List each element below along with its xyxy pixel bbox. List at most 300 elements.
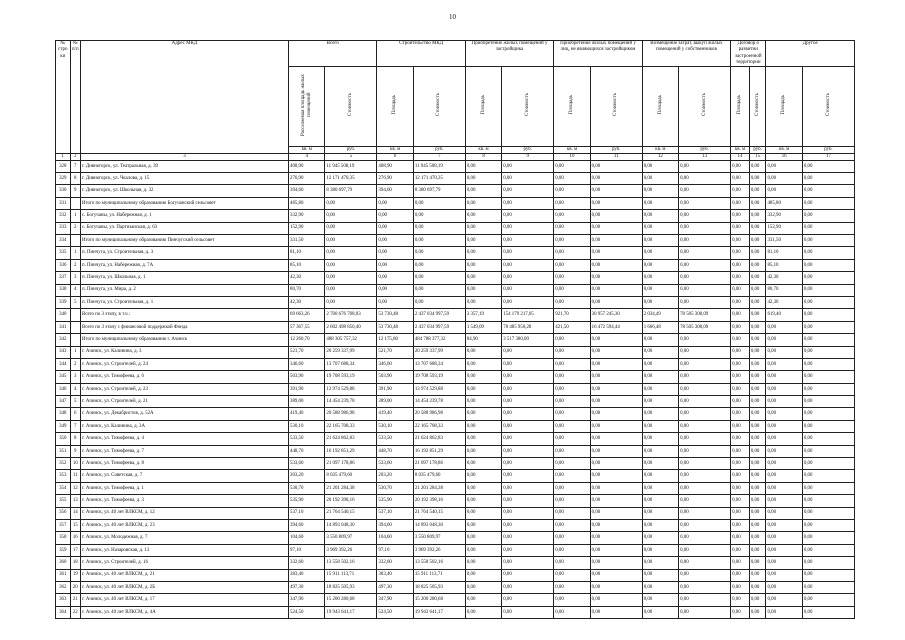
value-cell: 78 505 308,09 <box>679 321 731 333</box>
value-cell: 14 893 048,30 <box>325 519 377 531</box>
table-row <box>56 296 855 308</box>
row-number-cell: 350 <box>56 433 71 445</box>
address-cell: г. Ачинск, ул. 40 лет ВЛКСМ, д. 12 <box>80 507 288 519</box>
value-cell: 0,00 <box>731 210 750 222</box>
column-number-cell: 13 <box>679 153 731 160</box>
value-cell: 53 730,48 <box>377 321 413 333</box>
value-cell: 81,10 <box>766 247 802 259</box>
table-row <box>56 396 855 408</box>
item-number-cell: 7 <box>70 420 80 432</box>
value-cell: 0,00 <box>413 210 465 222</box>
value-cell: 0,00 <box>802 222 854 234</box>
value-cell: 0,00 <box>465 222 501 234</box>
value-cell: 0,00 <box>679 272 731 284</box>
table-row <box>56 272 855 284</box>
value-cell: 0,00 <box>554 284 590 296</box>
value-cell: 0,00 <box>642 606 678 618</box>
address-cell: г. Ачинск, ул. 40 лет ВЛКСМ, д. 2Б <box>80 581 288 593</box>
value-cell: 276,90 <box>289 173 325 185</box>
value-cell: 524,50 <box>289 606 325 618</box>
value-cell: 0,00 <box>377 234 413 246</box>
value-cell: 0,00 <box>766 321 802 333</box>
value-cell: 0,00 <box>642 185 678 197</box>
value-cell: 0,00 <box>749 433 766 445</box>
value-cell: 521,70 <box>377 346 413 358</box>
value-cell: 0,00 <box>766 495 802 507</box>
value-cell: 0,00 <box>377 210 413 222</box>
value-cell: 0,00 <box>679 458 731 470</box>
value-cell: 0,00 <box>413 259 465 271</box>
value-cell: 389,00 <box>289 396 325 408</box>
value-cell: 0,00 <box>377 222 413 234</box>
value-cell: 0,00 <box>642 408 678 420</box>
value-cell: 0,00 <box>802 445 854 457</box>
address-cell: г. Дивногорск, ул. Театральная, д. 39 <box>80 160 288 172</box>
value-cell: 85,10 <box>289 259 325 271</box>
value-cell: 0,00 <box>502 197 554 209</box>
value-cell: 0,00 <box>802 334 854 346</box>
value-cell: 0,00 <box>802 396 854 408</box>
value-cell: 12 175,80 <box>377 334 413 346</box>
table-row <box>56 433 855 445</box>
value-cell: 0,00 <box>502 470 554 482</box>
column-number-cell: 11 <box>590 153 642 160</box>
row-number-cell: 334 <box>56 234 71 246</box>
column-number-cell: 14 <box>731 153 750 160</box>
address-cell: п. Пинчуга, ул. Строительная, д. 1 <box>80 296 288 308</box>
value-cell: 8 035 479,60 <box>413 470 465 482</box>
table-row <box>56 259 855 271</box>
value-cell: 530,70 <box>289 482 325 494</box>
row-number-cell: 351 <box>56 445 71 457</box>
value-cell: 0,00 <box>413 284 465 296</box>
value-cell: 0,00 <box>377 259 413 271</box>
value-cell: 0,00 <box>749 445 766 457</box>
value-cell: 0,00 <box>465 396 501 408</box>
value-cell: 0,00 <box>554 296 590 308</box>
value-cell: 20 259 337,99 <box>325 346 377 358</box>
table-row <box>56 284 855 296</box>
item-number-cell: 20 <box>70 581 80 593</box>
value-cell: 70 485 950,28 <box>502 321 554 333</box>
value-cell: 530,70 <box>377 482 413 494</box>
value-cell: 503,90 <box>377 371 413 383</box>
table-row <box>56 594 855 606</box>
value-cell: 0,00 <box>502 581 554 593</box>
value-cell: 3 517 380,00 <box>502 334 554 346</box>
subheader-cost: Стоимость <box>749 67 766 147</box>
value-cell: 0,00 <box>554 606 590 618</box>
address-cell: Итого по муниципальному образованию Пинчугский сельсовет <box>80 234 288 246</box>
item-number-cell: 2 <box>70 222 80 234</box>
value-cell: 0,00 <box>749 557 766 569</box>
row-number-cell: 361 <box>56 569 71 581</box>
value-cell: 14 893 048,30 <box>413 519 465 531</box>
address-cell: п. Пинчуга, ул. Строительная, д. 3 <box>80 247 288 259</box>
item-number-cell <box>70 197 80 209</box>
value-cell: 0,00 <box>679 296 731 308</box>
value-cell: 0,00 <box>554 495 590 507</box>
value-cell: 0,00 <box>502 557 554 569</box>
value-cell: 0,00 <box>749 519 766 531</box>
column-number-cell: 9 <box>502 153 554 160</box>
value-cell: 276,90 <box>377 173 413 185</box>
group-compensation-header: Возмещение затрат, выкуп жилых помещений у собственников <box>642 41 730 67</box>
value-cell: 0,00 <box>642 433 678 445</box>
value-cell: 0,00 <box>679 346 731 358</box>
group-contract-header: Договор о развитии застроенной территории <box>731 41 766 67</box>
value-cell: 408,90 <box>377 160 413 172</box>
value-cell: 0,00 <box>642 569 678 581</box>
value-cell: 535,90 <box>289 495 325 507</box>
value-cell: 0,00 <box>465 383 501 395</box>
value-cell: 0,00 <box>766 396 802 408</box>
value-cell: 1 666,48 <box>642 321 678 333</box>
value-cell: 0,00 <box>749 507 766 519</box>
value-cell: 0,00 <box>679 222 731 234</box>
table-row <box>56 173 855 185</box>
table-row <box>56 321 855 333</box>
value-cell: 0,00 <box>766 334 802 346</box>
value-cell: 104,60 <box>377 532 413 544</box>
value-cell: 0,00 <box>554 160 590 172</box>
subheader-cost: Стоимость <box>802 67 854 147</box>
value-cell: 0,00 <box>642 296 678 308</box>
value-cell: 0,00 <box>502 544 554 556</box>
value-cell: 21 764 540,15 <box>413 507 465 519</box>
value-cell: 0,00 <box>766 358 802 370</box>
item-number-cell: 9 <box>70 445 80 457</box>
value-cell: 0,00 <box>642 346 678 358</box>
value-cell: 69 663,26 <box>289 309 325 321</box>
value-cell: 0,00 <box>590 420 642 432</box>
value-cell: 0,00 <box>590 247 642 259</box>
value-cell: 0,00 <box>749 606 766 618</box>
value-cell: 0,00 <box>679 259 731 271</box>
table-row <box>56 358 855 370</box>
value-cell: 0,00 <box>554 358 590 370</box>
group-purchase-developer-header: Приобретение жилых помещений у застройщика <box>465 41 553 67</box>
value-cell: 203,20 <box>289 470 325 482</box>
value-cell: 0,00 <box>502 296 554 308</box>
value-cell: 0,00 <box>731 234 750 246</box>
value-cell: 0,00 <box>554 470 590 482</box>
table-row <box>56 197 855 209</box>
value-cell: 0,00 <box>642 284 678 296</box>
value-cell: 0,00 <box>731 185 750 197</box>
value-cell: 104,60 <box>289 532 325 544</box>
value-cell: 0,00 <box>731 408 750 420</box>
value-cell: 0,00 <box>731 309 750 321</box>
table-row <box>56 519 855 531</box>
row-number-cell: 339 <box>56 296 71 308</box>
row-number-cell: 352 <box>56 458 71 470</box>
value-cell: 0,00 <box>590 383 642 395</box>
value-cell: 0,00 <box>679 334 731 346</box>
value-cell: 0,00 <box>590 470 642 482</box>
value-cell: 394,60 <box>289 185 325 197</box>
value-cell: 0,00 <box>502 569 554 581</box>
value-cell: 0,00 <box>554 433 590 445</box>
value-cell: 0,00 <box>642 532 678 544</box>
row-number-cell: 353 <box>56 470 71 482</box>
address-cell: Всего по 3 этапу, в т.ч.: <box>80 309 288 321</box>
value-cell: 57 367,55 <box>289 321 325 333</box>
value-cell: 0,00 <box>802 321 854 333</box>
column-number-cell: 17 <box>802 153 854 160</box>
value-cell: 0,00 <box>465 532 501 544</box>
item-number-cell: 4 <box>70 284 80 296</box>
group-purchase-nondeveloper-header: Приобретение жилых помещений у лиц, не являющихся застройщиком <box>554 41 642 67</box>
value-cell: 0,00 <box>749 482 766 494</box>
subheader-area: Площадь <box>766 67 802 147</box>
value-cell: 0,00 <box>766 408 802 420</box>
value-cell: 30 957 245,30 <box>590 309 642 321</box>
item-number-cell: 8 <box>70 433 80 445</box>
value-cell: 0,00 <box>802 495 854 507</box>
value-cell: 0,00 <box>749 569 766 581</box>
unit-cell: руб. <box>679 146 731 153</box>
value-cell: 0,00 <box>679 383 731 395</box>
value-cell: 0,00 <box>749 296 766 308</box>
value-cell: 0,00 <box>465 259 501 271</box>
value-cell: 15 200 280,68 <box>413 594 465 606</box>
value-cell: 0,00 <box>554 383 590 395</box>
row-number-cell: 341 <box>56 321 71 333</box>
value-cell: 0,00 <box>679 247 731 259</box>
row-number-cell: 363 <box>56 594 71 606</box>
value-cell: 484 788 377,32 <box>413 334 465 346</box>
value-cell: 0,00 <box>413 197 465 209</box>
value-cell: 0,00 <box>766 507 802 519</box>
table-row <box>56 371 855 383</box>
value-cell: 21 624 862,83 <box>325 433 377 445</box>
value-cell: 0,00 <box>465 433 501 445</box>
value-cell: 0,00 <box>554 197 590 209</box>
address-cell: г. Ачинск, ул. Советская, д. 7 <box>80 470 288 482</box>
value-cell: 0,00 <box>766 173 802 185</box>
page-number: 10 <box>449 13 456 21</box>
value-cell: 347,90 <box>377 594 413 606</box>
value-cell: 18 825 505,93 <box>325 581 377 593</box>
value-cell: 0,00 <box>766 458 802 470</box>
address-cell: г. Ачинск, ул. 40 лет ВЛКСМ, д. 4А <box>80 606 288 618</box>
value-cell: 21 201 284,38 <box>413 482 465 494</box>
value-cell: 0,00 <box>749 334 766 346</box>
value-cell: 0,00 <box>679 557 731 569</box>
value-cell: 0,00 <box>502 482 554 494</box>
unit-cell: руб. <box>502 146 554 153</box>
item-number-cell: 1 <box>70 247 80 259</box>
value-cell: 346,60 <box>377 358 413 370</box>
value-cell: 0,00 <box>554 557 590 569</box>
value-cell: 535,90 <box>377 495 413 507</box>
row-number-cell: 345 <box>56 371 71 383</box>
value-cell: 2 437 034 997,59 <box>413 321 465 333</box>
value-cell: 20 192 398,16 <box>325 495 377 507</box>
value-cell: 0,00 <box>413 296 465 308</box>
value-cell: 391,90 <box>289 383 325 395</box>
row-number-cell: 360 <box>56 557 71 569</box>
value-cell: 0,00 <box>590 197 642 209</box>
value-cell: 0,00 <box>731 383 750 395</box>
item-number-cell: 2 <box>70 358 80 370</box>
value-cell: 0,00 <box>679 197 731 209</box>
value-cell: 0,00 <box>802 606 854 618</box>
value-cell: 0,00 <box>502 396 554 408</box>
item-number-cell: 3 <box>70 371 80 383</box>
item-number-cell: 22 <box>70 606 80 618</box>
unit-cell: руб. <box>325 146 377 153</box>
value-cell: 0,00 <box>590 185 642 197</box>
value-cell: 0,00 <box>554 222 590 234</box>
value-cell: 13 707 688,34 <box>325 358 377 370</box>
group-construction-header: Строительство МКД <box>377 41 465 67</box>
value-cell: 0,00 <box>502 272 554 284</box>
value-cell: 0,00 <box>325 247 377 259</box>
value-cell: 2 034,49 <box>642 309 678 321</box>
value-cell: 0,00 <box>465 606 501 618</box>
value-cell: 619,40 <box>766 309 802 321</box>
value-cell: 0,00 <box>502 445 554 457</box>
value-cell: 0,00 <box>766 482 802 494</box>
item-number-cell: 8 <box>70 173 80 185</box>
value-cell: 14 454 239,78 <box>413 396 465 408</box>
value-cell: 3 969 392,26 <box>325 544 377 556</box>
value-cell: 419,40 <box>289 408 325 420</box>
item-number-cell: 2 <box>70 259 80 271</box>
value-cell: 0,00 <box>766 420 802 432</box>
column-number-cell: 16 <box>766 153 802 160</box>
value-cell: 0,00 <box>802 185 854 197</box>
value-cell: 0,00 <box>465 197 501 209</box>
item-number-cell <box>70 334 80 346</box>
unit-cell: кв. м <box>766 146 802 153</box>
address-cell: г. Дивногорск, ул. Школьная, д. 32 <box>80 185 288 197</box>
row-number-cell: 359 <box>56 544 71 556</box>
value-cell: 0,00 <box>465 408 501 420</box>
value-cell: 2 602 498 850,40 <box>325 321 377 333</box>
address-cell: г. Ачинск, ул. Строителей, д. 24 <box>80 358 288 370</box>
value-cell: 0,00 <box>642 334 678 346</box>
value-cell: 0,00 <box>731 358 750 370</box>
item-number-cell: 4 <box>70 383 80 395</box>
value-cell: 0,00 <box>590 408 642 420</box>
value-cell: 0,00 <box>642 371 678 383</box>
column-number-cell: 6 <box>377 153 413 160</box>
value-cell: 0,00 <box>749 247 766 259</box>
value-cell: 0,00 <box>642 557 678 569</box>
col-item-number-header: № п/п <box>70 41 80 154</box>
address-cell: г. Ачинск, ул. Строителей, д. 21 <box>80 396 288 408</box>
value-cell: 485,80 <box>289 197 325 209</box>
row-number-cell: 336 <box>56 259 71 271</box>
row-number-cell: 357 <box>56 519 71 531</box>
table-row <box>56 532 855 544</box>
item-number-cell <box>70 234 80 246</box>
value-cell: 0,00 <box>554 507 590 519</box>
value-cell: 0,00 <box>465 482 501 494</box>
column-number-cell: 15 <box>749 153 766 160</box>
value-cell: 0,00 <box>502 371 554 383</box>
value-cell: 0,00 <box>749 458 766 470</box>
row-number-cell: 349 <box>56 420 71 432</box>
value-cell: 0,00 <box>679 445 731 457</box>
address-cell: с. Богучаны, ул. Набережная, д. 1 <box>80 210 288 222</box>
value-cell: 0,00 <box>731 296 750 308</box>
item-number-cell: 3 <box>70 272 80 284</box>
value-cell: 497,30 <box>289 581 325 593</box>
table-row <box>56 569 855 581</box>
unit-cell: руб. <box>749 146 766 153</box>
column-number-cell: 12 <box>642 153 678 160</box>
value-cell: 20 259 337,99 <box>413 346 465 358</box>
column-number-cell: 2 <box>70 153 80 160</box>
unit-cell: кв. м <box>289 146 325 153</box>
value-cell: 0,00 <box>802 408 854 420</box>
value-cell: 0,00 <box>465 160 501 172</box>
value-cell: 0,00 <box>642 259 678 271</box>
value-cell: 22 165 708,33 <box>325 420 377 432</box>
value-cell: 0,00 <box>590 581 642 593</box>
value-cell: 0,00 <box>749 581 766 593</box>
value-cell: 0,00 <box>802 284 854 296</box>
value-cell: 0,00 <box>554 420 590 432</box>
value-cell: 0,00 <box>554 594 590 606</box>
row-number-cell: 356 <box>56 507 71 519</box>
value-cell: 0,00 <box>731 507 750 519</box>
value-cell: 0,00 <box>502 433 554 445</box>
value-cell: 533,60 <box>377 458 413 470</box>
value-cell: 0,00 <box>465 358 501 370</box>
value-cell: 0,00 <box>749 197 766 209</box>
value-cell: 19 708 593,19 <box>325 371 377 383</box>
value-cell: 0,00 <box>749 346 766 358</box>
value-cell: 0,00 <box>749 259 766 271</box>
table-row <box>56 507 855 519</box>
value-cell: 0,00 <box>325 234 377 246</box>
value-cell: 0,00 <box>502 210 554 222</box>
value-cell: 0,00 <box>642 495 678 507</box>
column-number-cell: 5 <box>325 153 377 160</box>
value-cell: 0,00 <box>465 581 501 593</box>
value-cell: 0,00 <box>642 420 678 432</box>
item-number-cell <box>70 309 80 321</box>
value-cell: 0,00 <box>642 581 678 593</box>
value-cell: 3 550 809,97 <box>325 532 377 544</box>
subheader-area: Площадь <box>465 67 501 147</box>
value-cell: 0,00 <box>590 334 642 346</box>
address-cell: Итого по муниципальному образованию г. Ачинск <box>80 334 288 346</box>
value-cell: 0,00 <box>802 569 854 581</box>
value-cell: 11 945 508,19 <box>325 160 377 172</box>
item-number-cell: 12 <box>70 482 80 494</box>
value-cell: 42,30 <box>289 272 325 284</box>
unit-cell: руб. <box>802 146 854 153</box>
value-cell: 12 171 470,35 <box>325 173 377 185</box>
value-cell: 0,00 <box>642 544 678 556</box>
value-cell: 0,00 <box>802 458 854 470</box>
value-cell: 0,00 <box>590 445 642 457</box>
value-cell: 0,00 <box>377 197 413 209</box>
value-cell: 13 558 502,16 <box>325 557 377 569</box>
column-number-cell: 4 <box>289 153 325 160</box>
value-cell: 332,90 <box>766 210 802 222</box>
value-cell: 0,00 <box>554 569 590 581</box>
unit-cell: кв. м <box>642 146 678 153</box>
value-cell: 0,00 <box>766 383 802 395</box>
value-cell: 0,00 <box>590 346 642 358</box>
